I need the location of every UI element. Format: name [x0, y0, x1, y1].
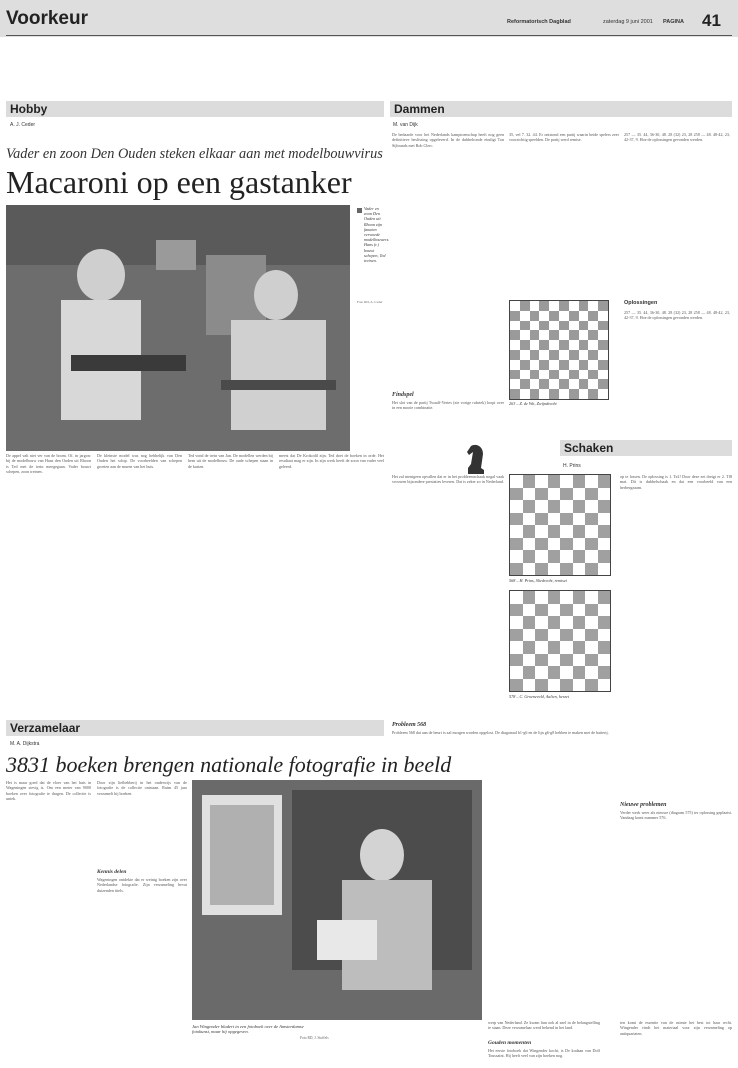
- dammen-column-2: 35, vel 7. 32. 44. Er ontstond een partij waarin beide spelers zeer voorzichtig speelden. De partij werd remise.: [509, 132, 619, 143]
- verzamelaar-photo-credit: Foto RD, J. Stoffels: [300, 1036, 329, 1040]
- nieuwe-problemen-heading: Nieuwe problemen: [620, 802, 667, 808]
- paper-name: Reformatorisch Dagblad: [507, 19, 571, 25]
- photo-book-collector-image: [192, 780, 482, 1020]
- verzamelaar-headline: 3831 boeken brengen nationale fotografie in beeld: [6, 752, 452, 777]
- hobby-column-4: meest dat De Krokodil zijn. Ted doet de boeken in orde. Het resultaat mag er zijn. In zijn werk heeft de zoon van vader veel geleerd.: [279, 453, 384, 469]
- dammen-column-1: De bedaarde voor het Nederlands kampioenschap heeft nog geen definitieve beslissing opgeleverd. In de dubbelronde eindigt Ton Sijbrands met Rob Clerc.: [392, 132, 504, 148]
- verzamelaar-photo-caption: Jan Wingender bladert in een fotoboek over de Amsterdamse fotokunst, maar hij opgegeven.: [192, 1024, 304, 1035]
- verzamelaar-section-title: Verzamelaar: [10, 721, 81, 735]
- hobby-photo-caption-marker: [357, 208, 362, 213]
- chess-board-1: [509, 474, 611, 576]
- schaken-column-2: op te lossen. De oplossing is 1. Te2! Door deze zet dreigt er 2. Tf8 mat. Dit is dubbelschaak en dat een voorbeeld van een herbergzaam.: [620, 474, 732, 490]
- dammen-solutions-heading: Oplossingen: [624, 300, 658, 306]
- hobby-photo-caption: Vader en zoon Den Ouden uit Rhoon zijn fanaten verwoede modelbouwers. Hans (r.) bouwt schepen, Ted treinen.: [364, 206, 390, 264]
- draughts-diagram-caption: 263 – Z. de Wit, Zwijndrecht: [509, 401, 557, 406]
- chess-diagram-1-caption: 568 – H. Prins, Sliedrecht, remiset: [509, 578, 567, 583]
- hobby-photo: [6, 205, 350, 451]
- problem-568-text: Probleem 568 dat aan de beurt is zal morgen worden opgelost. De diagonaal b1-g6 en de lijn g6-g8 hebben te maken met de batterij.: [392, 730, 609, 735]
- photo-modelbuilders-image: [6, 205, 350, 451]
- dammen-column-4: [624, 310, 730, 420]
- schaken-section-title: Schaken: [564, 441, 614, 455]
- chess-diagram-2-caption: 578 – C. Groeneveld, Aalten, herzet: [509, 694, 570, 699]
- hobby-section-header: [6, 101, 384, 117]
- kennis-delen-heading: Kennis delen: [97, 869, 127, 875]
- verzamelaar-column-2: Door zijn liefhebberij in het onderwijs van de fotografie is de collectie ontstaan. Ruim 45 jaar verzamelt hij boeken.: [97, 780, 187, 796]
- masthead-date: zaterdag 9 juni 2001: [603, 19, 653, 25]
- pagina-label: PAGINA: [663, 19, 684, 25]
- masthead-divider: [6, 35, 732, 36]
- dammen-section-title: Dammen: [394, 102, 445, 116]
- kennis-delen-text: Wageningen ontdekte dat er weinig boeken zijn over Nederlandse fotografie. Zijn verzameling bevat duizenden titels.: [97, 877, 187, 893]
- dammen-byline: M. van Dijk: [393, 122, 418, 128]
- chess-knight-icon: [462, 440, 490, 476]
- verzamelaar-byline: M. A. Dijkstra: [10, 741, 40, 747]
- verzamelaar-photo: [192, 780, 482, 1020]
- problem-568-heading: Probleem 568: [392, 722, 427, 728]
- verzamelaar-column-1: Het is maar goed dat de vloer van het huis in Wageningen stevig is. Om een meter van 9000 boeken over fotografie te dragen. De collectie is uniek.: [6, 780, 91, 802]
- schaken-section-header: [560, 440, 732, 456]
- chess-board-2: [509, 590, 611, 692]
- hobby-column-1: De appel valt niet ver van de boom. Of, in jargon: bij de modelbouw van Hans den Ouden uit Rhoon is Ted met de trein meegegaan. Vader bouwt schepen, zoon treinen.: [6, 453, 91, 475]
- hobby-headline: Macaroni op een gastanker: [6, 164, 352, 200]
- dammen-findspel-heading: Findspel: [392, 392, 414, 398]
- schaken-byline: H. Prins: [563, 463, 581, 469]
- verzamelaar-column-4: ten komt de essentie van de ruimte het best tot haar recht. Wingender vindt het materiaal voor zijn verzameling op antiquariaten.: [620, 1020, 732, 1036]
- dammen-section-header: [390, 101, 732, 117]
- gouden-momenten-heading: Gouden momenten: [488, 1040, 532, 1046]
- schaken-column-1: Het zal menigeen opvallen dat er in het probleemschaak nogal vaak vrouwen bijzondere prestaties leveren. Dat is zeker zo in Nederland.: [392, 474, 504, 485]
- verzamelaar-column-3: werp van Nederland. Ze kwam hun ook al snel in de belangstelling te staan. Deze verzamelaar werd bekend in het land.: [488, 1020, 600, 1031]
- verzamelaar-section-header: [6, 720, 384, 736]
- section-title: Voorkeur: [6, 8, 89, 29]
- dammen-column-3: 257 — 35. 44, 36-30, 48. 28 (32) 23, 28 258 — 48. 48-42, 23, 42-37, 9. Hoe de oplossingen gevonden werden.: [624, 132, 730, 143]
- hobby-photo-credit: Foto RD, A. Ceder: [357, 300, 383, 304]
- dammen-findspel-text: Het slot van de partij Twaalf-Vertes (zie vorige rubriek) loopt over in een mooie combinatie.: [392, 400, 504, 411]
- page-number: 41: [702, 11, 721, 30]
- hobby-section-title: Hobby: [10, 102, 48, 116]
- nieuwe-problemen-text: Verder werk weer als nieuwe (diagram 575) ter oplossing geplaatst. Vandaag komt nummer 576.: [620, 810, 732, 821]
- dammen-column-4-text: 257 — 35. 44, 36-30, 48. 28 (32) 23, 28 258 — 48. 48-42, 23, 42-37, 9. Hoe de oplossingen gevonden werden.: [624, 310, 730, 321]
- hobby-kicker: Vader en zoon Den Ouden steken elkaar aan met modelbouwvirus: [6, 146, 383, 162]
- draughts-board: [509, 300, 609, 400]
- knight-piece-icon: [462, 440, 490, 476]
- hobby-column-3: Ted vond de trein van Jan. De modellen werden bij hem uit de modelbouw. De oude schepen staan in de kasten.: [188, 453, 273, 469]
- hobby-column-2: De kleinste model was nog hebbelijk van Den Ouden het schip. De voorbeelden van schepen groeien aan de muren van het huis.: [97, 453, 182, 469]
- hobby-byline: A. J. Ceder: [10, 122, 36, 128]
- gouden-momenten-text: Het eerste fotoboek dat Wingender kocht, is De kodaan van Dolf Toussaint. Hij heeft veel van zijn boeken nog.: [488, 1048, 600, 1059]
